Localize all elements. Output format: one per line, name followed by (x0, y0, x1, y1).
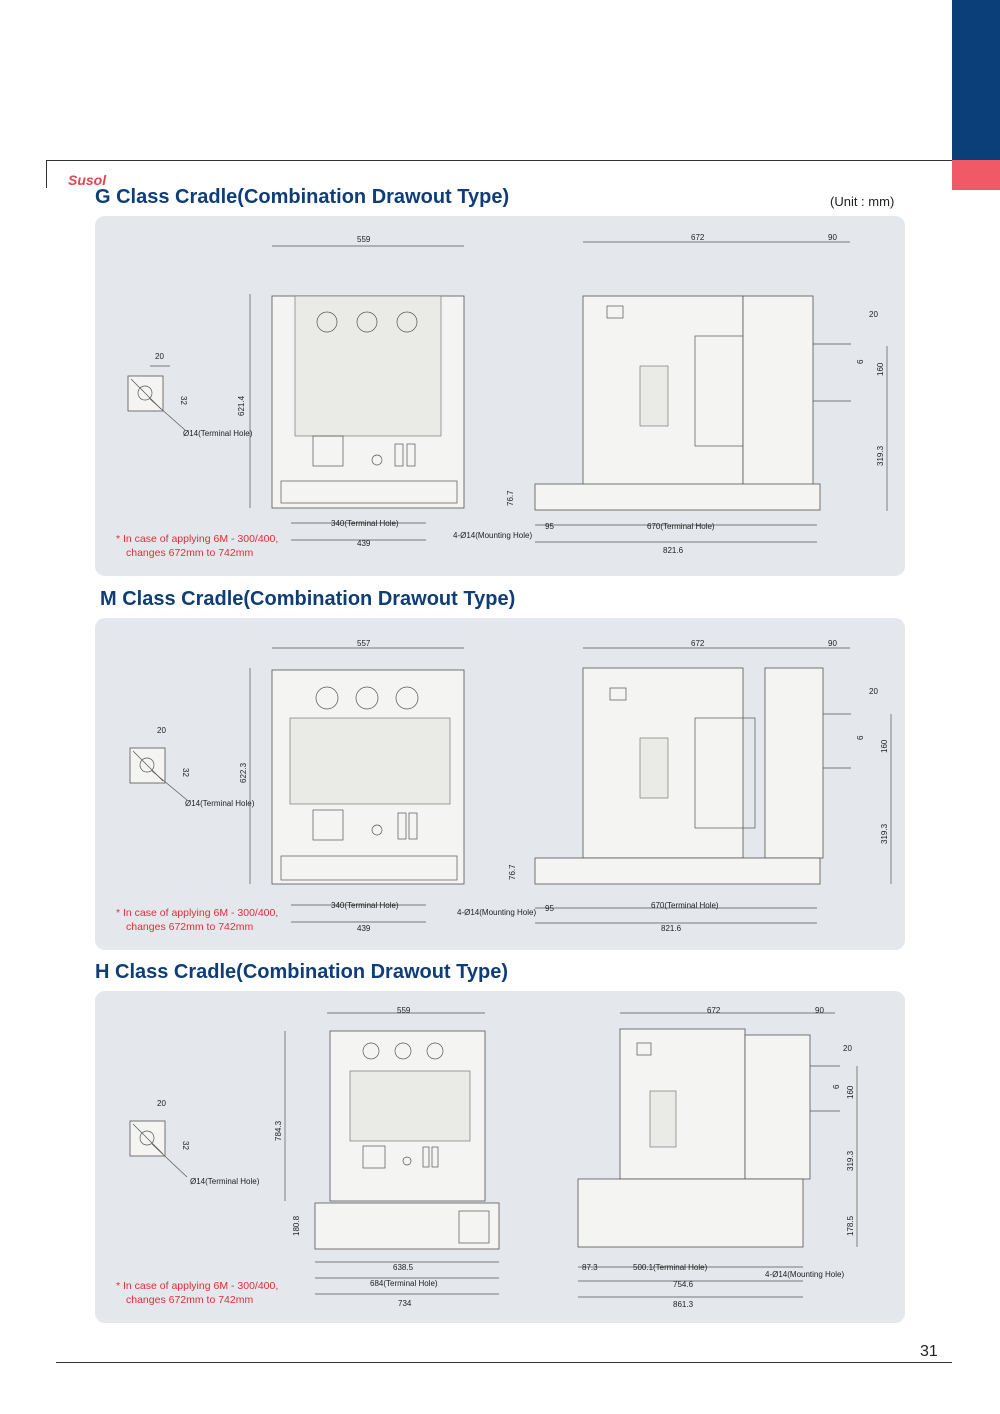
side-depth-dim: 672 (691, 639, 705, 648)
unit-label: (Unit : mm) (830, 194, 895, 209)
chapter-tab-blue (952, 0, 1000, 160)
drawing-h (95, 991, 905, 1323)
header-tick (46, 160, 47, 188)
terminal-gap-dim: 6 (832, 1084, 841, 1089)
side-depth-dim: 672 (691, 233, 705, 242)
front-width-dim: 559 (397, 1006, 411, 1015)
front-base-block-h (315, 1203, 499, 1249)
side-base-h (578, 1179, 803, 1247)
terminal-pitch-dim: 160 (876, 362, 885, 376)
terminal-pitch-dim: 160 (880, 739, 889, 753)
mounting-hole-label: 4-Ø14(Mounting Hole) (765, 1270, 845, 1279)
terminal-gap-dim: 6 (856, 359, 865, 364)
base-block-height-dim: 180.8 (292, 1215, 301, 1236)
front-width-dim: 557 (357, 639, 371, 648)
terminal-gap-dim: 6 (856, 735, 865, 740)
side-terminal-hole-dim: 500.1(Terminal Hole) (633, 1263, 708, 1272)
hole-height-dim: 32 (181, 768, 190, 777)
side-base-g (535, 484, 820, 510)
drawing-panel-h (95, 991, 905, 1323)
note-m-line2: changes 672mm to 742mm (126, 921, 254, 933)
terminal-pitch-dim: 160 (846, 1085, 855, 1099)
front-base-dim: 439 (357, 539, 371, 548)
front-inner-dim: 638.5 (393, 1263, 414, 1272)
side-offset-dim: 95 (545, 904, 554, 913)
hole-label: Ø14(Terminal Hole) (190, 1177, 260, 1186)
front-terminal-hole-dim: 340(Terminal Hole) (331, 519, 399, 528)
side-total-dim: 821.6 (663, 546, 684, 555)
front-height-dim: 621.4 (237, 395, 246, 416)
side-terminal-hole-dim: 670(Terminal Hole) (651, 901, 719, 910)
base-height-dim: 76.7 (506, 490, 515, 506)
front-base-dim: 439 (357, 924, 371, 933)
footer-rule (56, 1362, 952, 1363)
header-rule (46, 160, 952, 161)
note-m-line1: * In case of applying 6M - 300/400, (116, 907, 279, 919)
front-height-dim: 622.3 (239, 762, 248, 783)
side-base-m (535, 858, 820, 884)
side-terminal-hole-dim: 670(Terminal Hole) (647, 522, 715, 531)
terminal-offset-dim: 20 (843, 1044, 852, 1053)
terminal-height-dim: 319.3 (876, 445, 885, 466)
terminal-height-dim: 319.3 (846, 1150, 855, 1171)
side-total-dim: 821.6 (661, 924, 682, 933)
hole-height-dim: 32 (179, 396, 188, 405)
note-g-line2: changes 672mm to 742mm (126, 547, 254, 559)
base-height-dim: 76.7 (508, 864, 517, 880)
side-ext-dim: 90 (828, 233, 837, 242)
side-total-dim: 861.3 (673, 1300, 694, 1309)
note-h-line2: changes 672mm to 742mm (126, 1294, 254, 1306)
chapter-tab-red (952, 160, 1000, 190)
side-depth-dim: 672 (707, 1006, 721, 1015)
drawing-panel-g (95, 216, 905, 576)
hole-height-dim: 32 (181, 1141, 190, 1150)
mounting-hole-label: 4-Ø14(Mounting Hole) (457, 908, 537, 917)
side-mid-dim: 754.6 (673, 1280, 694, 1289)
terminal-offset-dim: 20 (869, 310, 878, 319)
hole-width-dim: 20 (155, 352, 164, 361)
terminal-offset-dim: 20 (869, 687, 878, 696)
front-width-dim: 559 (357, 235, 371, 244)
note-g-line1: * In case of applying 6M - 300/400, (116, 533, 279, 545)
front-terminal-hole-dim: 684(Terminal Hole) (370, 1279, 438, 1288)
side-ext-dim: 90 (815, 1006, 824, 1015)
hole-width-dim: 20 (157, 1099, 166, 1108)
base-height-dim: 178.5 (846, 1215, 855, 1236)
hole-label: Ø14(Terminal Hole) (185, 799, 255, 808)
side-offset-dim: 95 (545, 522, 554, 531)
front-height-dim: 784.3 (274, 1120, 283, 1141)
note-h-line1: * In case of applying 6M - 300/400, (116, 1280, 279, 1292)
terminal-height-dim: 319.3 (880, 823, 889, 844)
brand-logo: Susol (68, 172, 107, 188)
page-number: 31 (920, 1343, 938, 1360)
front-base-dim: 734 (398, 1299, 412, 1308)
section-title-g: G Class Cradle(Combination Drawout Type) (95, 186, 510, 208)
mounting-hole-label: 4-Ø14(Mounting Hole) (453, 531, 533, 540)
side-offset-dim: 87.3 (582, 1263, 598, 1272)
drawing-m (95, 618, 905, 950)
hole-width-dim: 20 (157, 726, 166, 735)
side-ext-dim: 90 (828, 639, 837, 648)
section-title-m: M Class Cradle(Combination Drawout Type) (100, 588, 516, 610)
section-title-h: H Class Cradle(Combination Drawout Type) (95, 961, 509, 983)
side-view-h (620, 1029, 745, 1179)
hole-label: Ø14(Terminal Hole) (183, 429, 253, 438)
drawing-panel-m (95, 618, 905, 950)
front-terminal-hole-dim: 340(Terminal Hole) (331, 901, 399, 910)
drawing-g (95, 216, 905, 576)
